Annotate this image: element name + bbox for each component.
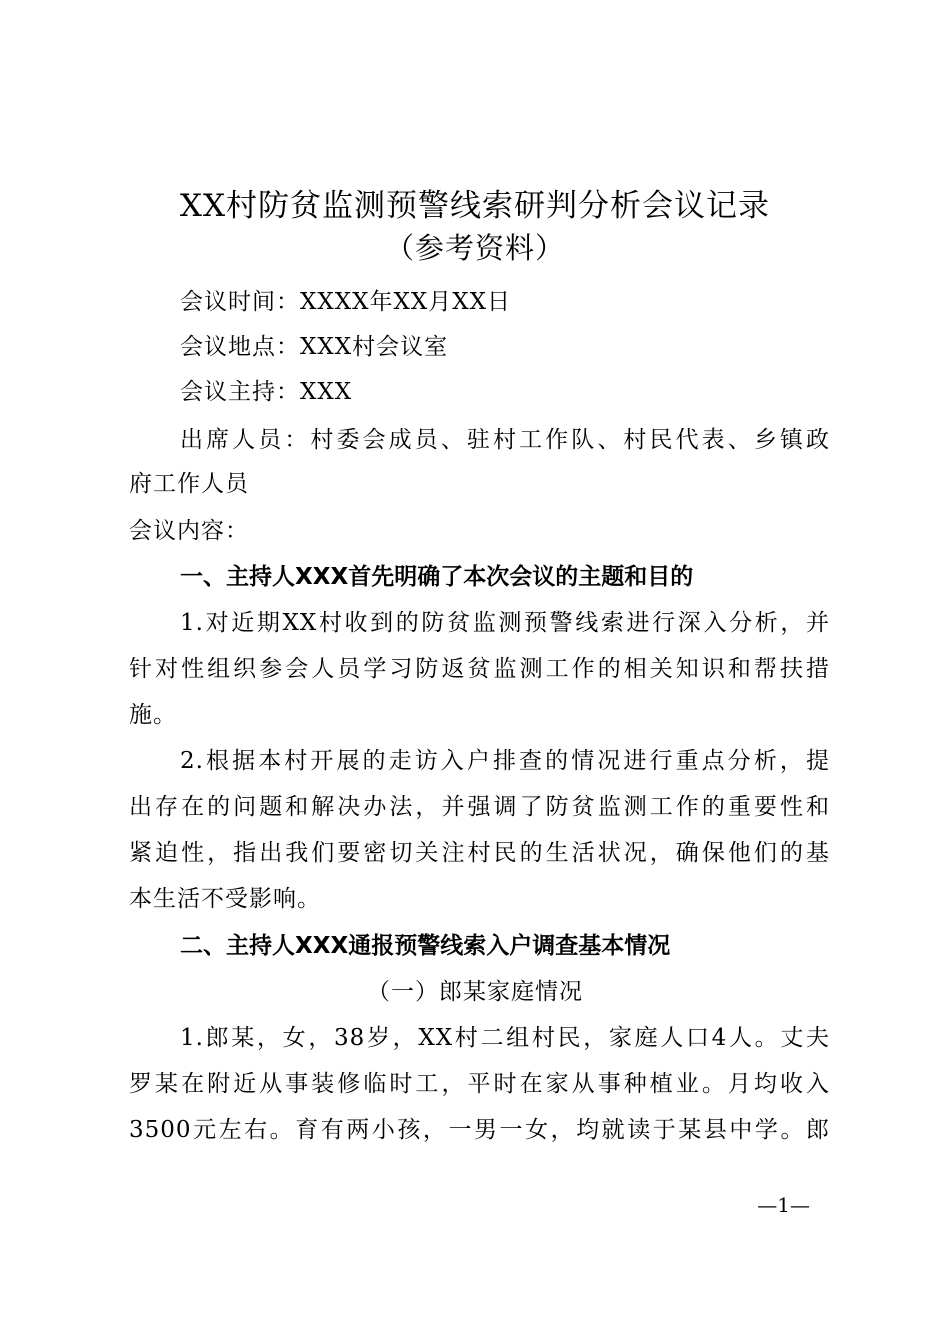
meeting-time: 会议时间：XXXX年XX月XX日 — [180, 289, 511, 315]
paragraph-1-line-2: 针对性组织参会人员学习防返贫监测工作的相关知识和帮扶措 — [129, 656, 830, 682]
paragraph-3-line-3: 3500元左右。育有两小孩，一男一女，均就读于某县中学。郎 — [129, 1117, 830, 1143]
document-title: XX村防贫监测预警线索研判分析会议记录 — [179, 188, 771, 224]
paragraph-2-line-2: 出存在的问题和解决办法，并强调了防贫监测工作的重要性和 — [129, 794, 830, 820]
paragraph-2-line-1: 2.根据本村开展的走访入户排查的情况进行重点分析，提 — [180, 748, 830, 774]
paragraph-2-line-4: 本生活不受影响。 — [129, 886, 321, 912]
content-label: 会议内容： — [129, 518, 249, 544]
paragraph-3-line-1: 1.郎某，女，38岁，XX村二组村民，家庭人口4人。丈夫 — [180, 1025, 830, 1051]
section-2-heading: 二、主持人XXX通报预警线索入户调查基本情况 — [180, 933, 671, 959]
attendees-line-1: 出席人员：村委会成员、驻村工作队、村民代表、乡镇政 — [180, 427, 830, 453]
meeting-host: 会议主持：XXX — [180, 379, 353, 405]
page-number: —1— — [757, 1193, 810, 1217]
paragraph-2-line-3: 紧迫性，指出我们要密切关注村民的生活状况，确保他们的基 — [129, 840, 830, 866]
paragraph-3-line-2: 罗某在附近从事装修临时工，平时在家从事种植业。月均收入 — [129, 1071, 830, 1097]
subsection-1-heading: （一）郎某家庭情况 — [367, 979, 583, 1005]
paragraph-1-line-1: 1.对近期XX村收到的防贫监测预警线索进行深入分析，并 — [180, 610, 830, 636]
document-subtitle: （参考资料） — [384, 231, 565, 265]
section-1-heading: 一、主持人XXX首先明确了本次会议的主题和目的 — [180, 564, 694, 590]
paragraph-1-line-3: 施。 — [129, 702, 177, 728]
attendees-line-2: 府工作人员 — [129, 471, 249, 497]
meeting-place: 会议地点：XXX村会议室 — [180, 334, 449, 360]
